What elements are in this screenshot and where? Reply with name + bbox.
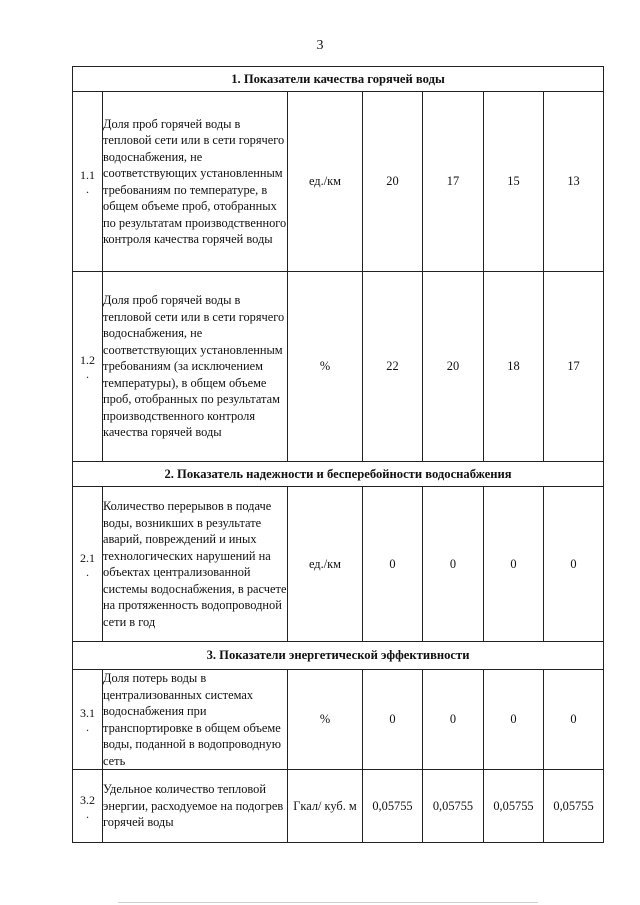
row-value: 0,05755: [484, 770, 544, 843]
row-value: 17: [423, 92, 484, 272]
row-value: 15: [484, 92, 544, 272]
page-edge-line: [118, 902, 538, 903]
row-description: Доля проб горячей воды в тепловой сети или в сети горячего водоснабжения, не соответствующих установленным требованиям по температуре, в общем объеме проб, отобранных по результатам производственного контроля качества горячей воды: [103, 92, 288, 272]
row-unit: ед./км: [288, 92, 363, 272]
row-value: 0: [544, 670, 604, 770]
row-value: 0: [484, 487, 544, 642]
row-value: 20: [363, 92, 423, 272]
row-number: 1.1 .: [73, 92, 103, 272]
row-unit: %: [288, 272, 363, 462]
section-title: 1. Показатели качества горячей воды: [73, 67, 604, 92]
row-number: 3.2 .: [73, 770, 103, 843]
section-title: 3. Показатели энергетической эффективности: [73, 642, 604, 670]
row-value: 0: [363, 670, 423, 770]
row-value: 0,05755: [423, 770, 484, 843]
row-number: 2.1 .: [73, 487, 103, 642]
row-value: 0,05755: [363, 770, 423, 843]
row-value: 13: [544, 92, 604, 272]
table-row: [73, 92, 604, 272]
row-value: 22: [363, 272, 423, 462]
section-header-row: [73, 67, 604, 92]
row-value: 0: [423, 487, 484, 642]
row-value: 20: [423, 272, 484, 462]
table-row: [73, 272, 604, 462]
row-value: 0: [423, 670, 484, 770]
row-value: 0: [544, 487, 604, 642]
section-title: 2. Показатель надежности и бесперебойности водоснабжения: [73, 462, 604, 487]
section-header-row: [73, 642, 604, 670]
row-value: 18: [484, 272, 544, 462]
row-description: Удельное количество тепловой энергии, расходуемое на подогрев горячей воды: [103, 770, 288, 843]
row-number: 3.1 .: [73, 670, 103, 770]
row-value: 0: [363, 487, 423, 642]
row-number: 1.2 .: [73, 272, 103, 462]
row-unit: ед./км: [288, 487, 363, 642]
row-description: Доля потерь воды в централизованных системах водоснабжения при транспортировке в общем объеме воды, поданной в водопроводную сеть: [103, 670, 288, 770]
row-description: Количество перерывов в подаче воды, возникших в результате аварий, повреждений и иных технологических нарушений на объектах централизованной системы водоснабжения, в расчете на протяженность водопроводной сети в год: [103, 487, 288, 642]
table-row: [73, 487, 604, 642]
section-header-row: [73, 462, 604, 487]
row-value: 0,05755: [544, 770, 604, 843]
row-unit: %: [288, 670, 363, 770]
row-description: Доля проб горячей воды в тепловой сети или в сети горячего водоснабжения, не соответствующих установленным требованиям (за исключением температуры), в общем объеме проб, отобранных по результатам производственного контроля качества горячей воды: [103, 272, 288, 462]
page-number: 3: [316, 38, 324, 53]
row-value: 0: [484, 670, 544, 770]
row-value: 17: [544, 272, 604, 462]
indicators-table: [72, 66, 604, 843]
row-unit: Гкал/ куб. м: [288, 770, 363, 843]
table-row: [73, 670, 604, 770]
table-row: [73, 770, 604, 843]
